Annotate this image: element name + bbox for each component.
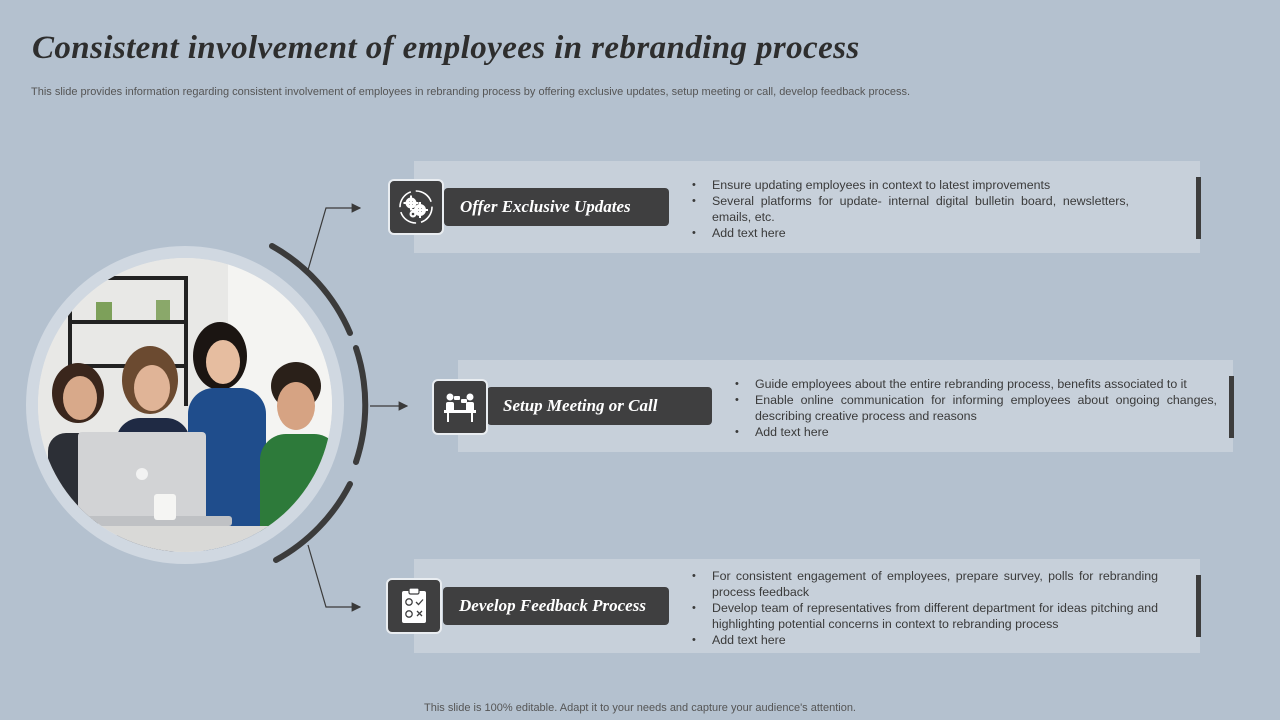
section-label-exclusive-updates: Offer Exclusive Updates [444,188,669,226]
section-label-feedback-process: Develop Feedback Process [443,587,669,625]
card-accent-bar [1196,177,1201,239]
page-title: Consistent involvement of employees in rebranding process [32,30,860,66]
bullet-item: • Ensure updating employees in context to latest improvements [692,177,1129,193]
arrow-bottom [308,545,360,607]
bullet-item: • Add text here [692,225,1129,241]
bullet-item: • Add text here [692,632,1158,648]
bullet-item: • Add text here [735,424,1217,440]
feedback-checklist-icon [386,578,442,634]
arrow-top [308,208,360,270]
bullet-item: • Several platforms for update- internal digital bulletin board, newsletters, emails, etc. [692,193,1129,225]
section-points-meeting-call [735,376,1217,440]
section-points-exclusive-updates [692,177,1129,241]
arc-middle [356,348,365,462]
meeting-icon [432,379,488,435]
page-subtitle: This slide provides information regarding consistent involvement of employees in rebranding process by offering exclusive updates, setup meeting or call, develop feedback process. [31,86,911,98]
card-accent-bar [1196,575,1201,637]
card-accent-bar [1229,376,1234,438]
bullet-item: • For consistent engagement of employees, prepare survey, polls for rebranding process feedback [692,568,1158,600]
footer-note: This slide is 100% editable. Adapt it to your needs and capture your audience's attention. [424,702,856,714]
section-points-feedback-process [692,568,1158,648]
bullet-item: • Develop team of representatives from different department for ideas pitching and highlighting potential concerns in context to rebranding process [692,600,1158,632]
section-label-meeting-call: Setup Meeting or Call [487,387,712,425]
gears-icon [388,179,444,235]
bullet-item: • Enable online communication for informing employees about ongoing changes, describing creative process and reasons [735,392,1217,424]
team-photo [38,258,332,552]
bullet-item: • Guide employees about the entire rebranding process, benefits associated to it [735,376,1217,392]
photo-frame [26,246,344,564]
